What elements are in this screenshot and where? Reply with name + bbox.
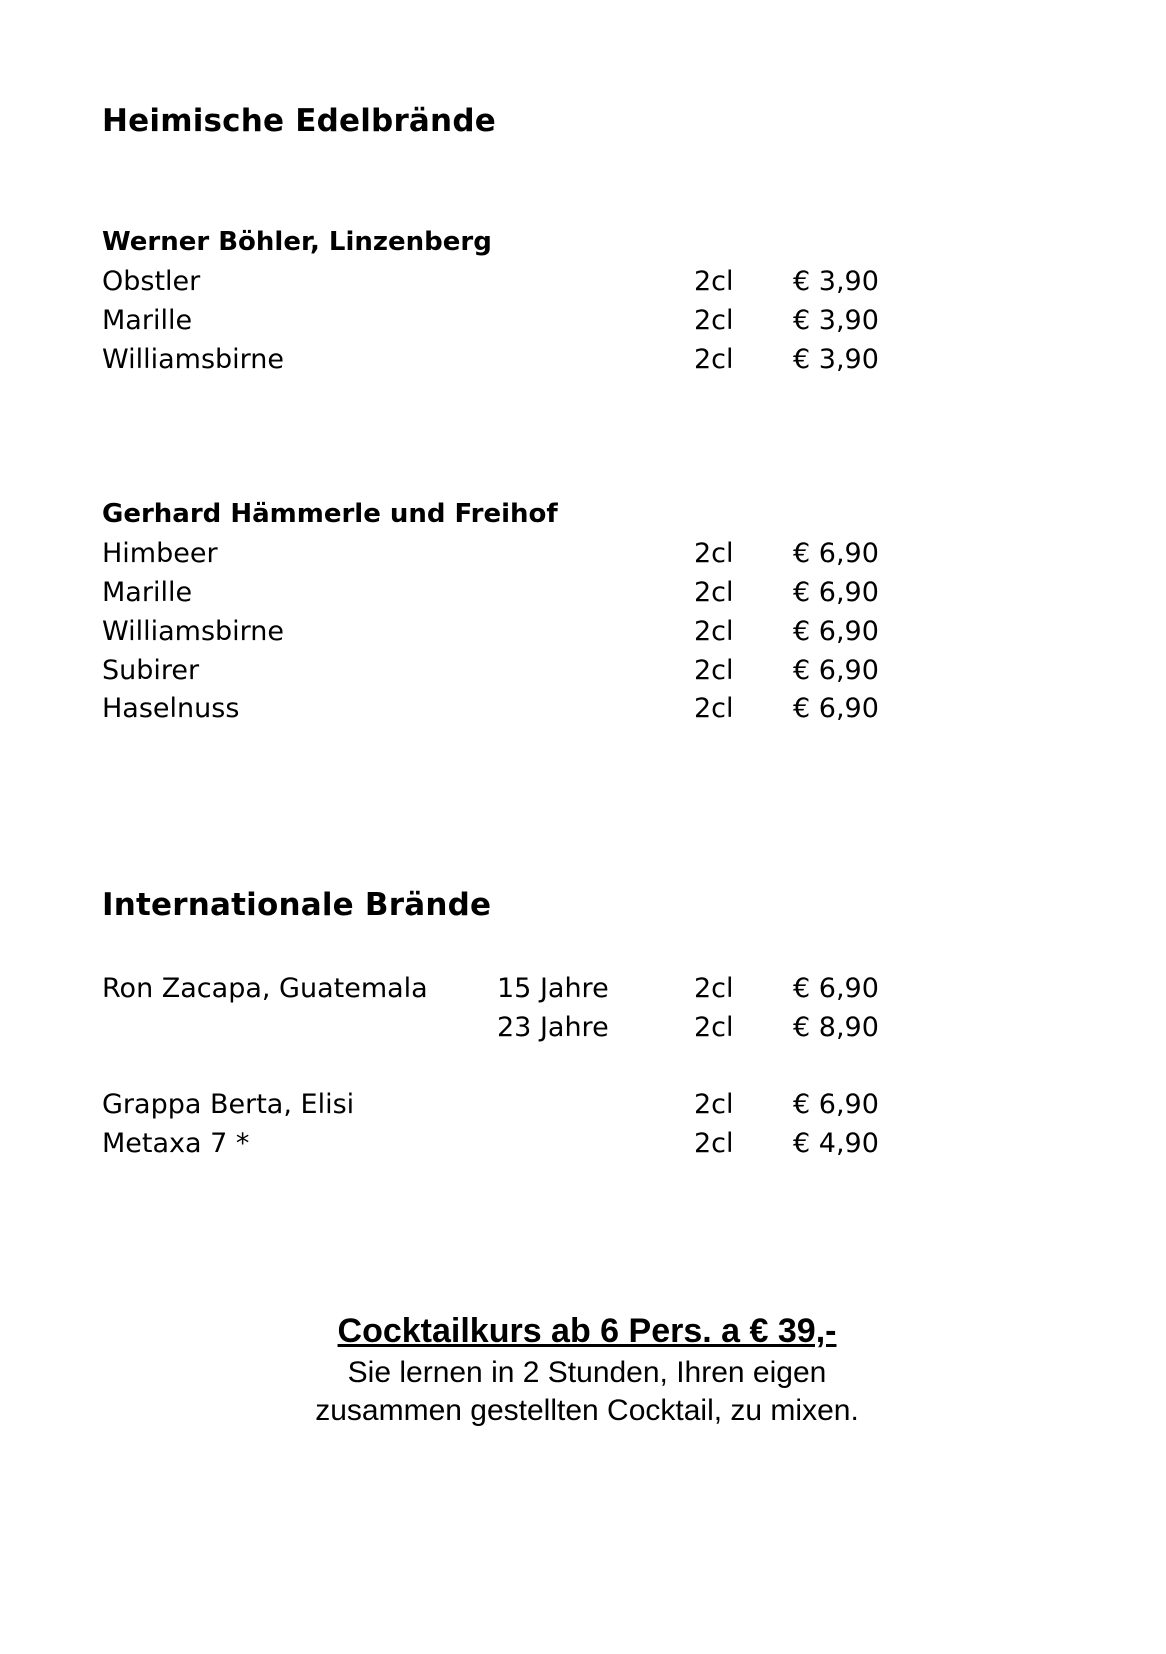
item-volume: 2cl bbox=[694, 577, 734, 608]
menu-item bbox=[0, 341, 1166, 379]
item-volume: 2cl bbox=[694, 344, 734, 375]
item-volume: 2cl bbox=[694, 1089, 734, 1120]
item-name: Haselnuss bbox=[102, 693, 240, 724]
menu-item bbox=[0, 1086, 1166, 1124]
section-title-international: Internationale Brände bbox=[102, 887, 492, 923]
item-volume: 2cl bbox=[694, 305, 734, 336]
item-volume: 2cl bbox=[694, 538, 734, 569]
item-age: 23 Jahre bbox=[497, 1012, 609, 1043]
item-price: € 3,90 bbox=[793, 344, 879, 375]
item-price: € 3,90 bbox=[793, 266, 879, 297]
item-name: Williamsbirne bbox=[102, 616, 285, 647]
item-volume: 2cl bbox=[694, 973, 734, 1004]
cocktail-course-text-line2: zusammen gestellten Cocktail, zu mixen. bbox=[315, 1394, 859, 1427]
item-name: Marille bbox=[102, 577, 193, 608]
menu-item bbox=[0, 1125, 1166, 1163]
producer-heading-boehler: Werner Böhler, Linzenberg bbox=[102, 227, 492, 257]
item-price: € 8,90 bbox=[793, 1012, 879, 1043]
item-volume: 2cl bbox=[694, 1128, 734, 1159]
item-price: € 6,90 bbox=[793, 616, 879, 647]
item-name: Subirer bbox=[102, 655, 200, 686]
producer-heading-haemmerle: Gerhard Hämmerle und Freihof bbox=[102, 499, 558, 529]
item-age: 15 Jahre bbox=[497, 973, 609, 1004]
item-price: € 3,90 bbox=[793, 305, 879, 336]
menu-item bbox=[0, 535, 1166, 573]
menu-item bbox=[0, 1009, 1166, 1047]
section-title-heimische: Heimische Edelbrände bbox=[102, 103, 496, 139]
item-name: Obstler bbox=[102, 266, 201, 297]
item-price: € 4,90 bbox=[793, 1128, 879, 1159]
menu-item bbox=[0, 263, 1166, 301]
menu-item bbox=[0, 690, 1166, 728]
item-name: Marille bbox=[102, 305, 193, 336]
cocktail-course-title: Cocktailkurs ab 6 Pers. a € 39,- bbox=[337, 1312, 837, 1350]
item-name: Ron Zacapa, Guatemala bbox=[102, 973, 428, 1004]
item-price: € 6,90 bbox=[793, 655, 879, 686]
item-price: € 6,90 bbox=[793, 538, 879, 569]
item-name: Metaxa 7 * bbox=[102, 1128, 250, 1159]
item-volume: 2cl bbox=[694, 693, 734, 724]
menu-item bbox=[0, 613, 1166, 651]
item-price: € 6,90 bbox=[793, 577, 879, 608]
item-volume: 2cl bbox=[694, 655, 734, 686]
menu-item bbox=[0, 970, 1166, 1008]
menu-item bbox=[0, 302, 1166, 340]
item-volume: 2cl bbox=[694, 616, 734, 647]
menu-item bbox=[0, 652, 1166, 690]
item-volume: 2cl bbox=[694, 266, 734, 297]
menu-item bbox=[0, 574, 1166, 612]
item-name: Williamsbirne bbox=[102, 344, 285, 375]
item-name: Grappa Berta, Elisi bbox=[102, 1089, 355, 1120]
item-price: € 6,90 bbox=[793, 1089, 879, 1120]
cocktail-course-text-line1: Sie lernen in 2 Stunden, Ihren eigen bbox=[347, 1356, 827, 1389]
item-volume: 2cl bbox=[694, 1012, 734, 1043]
item-name: Himbeer bbox=[102, 538, 218, 569]
item-price: € 6,90 bbox=[793, 973, 879, 1004]
item-price: € 6,90 bbox=[793, 693, 879, 724]
